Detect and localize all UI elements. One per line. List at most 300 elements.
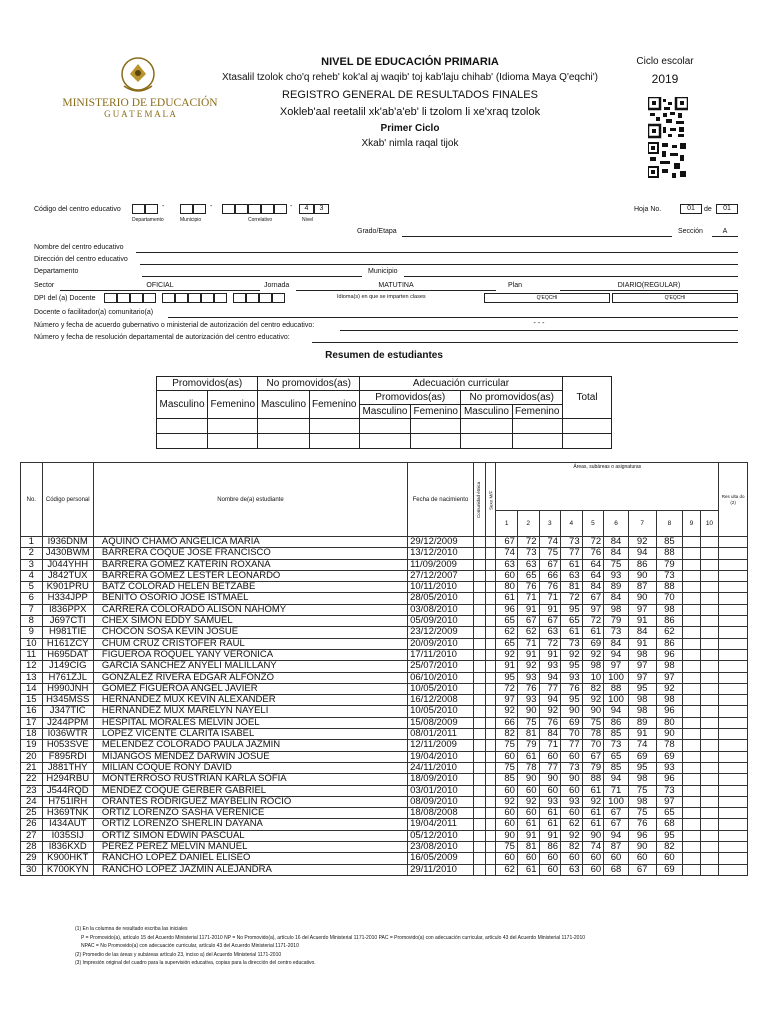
ethnic-cell[interactable] <box>473 683 485 694</box>
grade-cell: 92 <box>496 649 518 660</box>
row-number: 15 <box>21 695 43 706</box>
result-cell[interactable] <box>719 616 748 627</box>
seccion-label: Sección <box>678 228 703 235</box>
sex-cell[interactable] <box>486 548 496 559</box>
sex-cell[interactable] <box>486 740 496 751</box>
result-cell[interactable] <box>719 717 748 728</box>
ethnic-cell[interactable] <box>473 717 485 728</box>
row-number: 10 <box>21 638 43 649</box>
dpi-digit-box[interactable] <box>162 293 175 303</box>
grade-cell <box>683 672 700 683</box>
qr-code-icon <box>648 97 688 179</box>
summary-cell[interactable] <box>411 434 461 449</box>
grade-cell: 98 <box>604 604 629 615</box>
student-code: K901PRU <box>42 582 93 593</box>
grade-cell <box>700 683 718 694</box>
sex-cell[interactable] <box>486 762 496 773</box>
result-cell[interactable] <box>719 649 748 660</box>
grade-cell <box>700 762 718 773</box>
ethnic-cell[interactable] <box>473 638 485 649</box>
sex-cell[interactable] <box>486 717 496 728</box>
grade-cell: 92 <box>628 537 656 548</box>
nombre-label: Nombre del centro educativo <box>34 244 124 251</box>
grade-cell: 75 <box>517 717 539 728</box>
acuerdo-line[interactable] <box>340 330 738 331</box>
student-dob: 18/08/2008 <box>408 808 474 819</box>
sex-cell[interactable] <box>486 627 496 638</box>
grade-cell: 96 <box>628 830 656 841</box>
grade-cell: 98 <box>628 774 656 785</box>
dpi-digit-box[interactable] <box>246 293 259 303</box>
result-cell[interactable] <box>719 661 748 672</box>
grade-cell <box>700 717 718 728</box>
result-cell[interactable] <box>719 808 748 819</box>
grade-cell: 84 <box>604 537 629 548</box>
grade-cell: 74 <box>539 537 561 548</box>
grade-cell: 61 <box>582 627 604 638</box>
acuerdo-value: - - - <box>533 320 545 327</box>
student-code: I434AUT <box>42 819 93 830</box>
result-cell[interactable] <box>719 842 748 853</box>
col-no: No. <box>21 463 43 537</box>
student-dob: 16/05/2009 <box>408 853 474 864</box>
dpi-digit-box[interactable] <box>214 293 227 303</box>
grade-cell: 84 <box>604 593 629 604</box>
col-fecha: Fecha de nacimiento <box>408 463 474 537</box>
summary-cell[interactable] <box>258 434 309 449</box>
grade-cell: 98 <box>628 796 656 807</box>
student-dob: 05/09/2010 <box>408 616 474 627</box>
grade-cell: 81 <box>517 729 539 740</box>
student-code: K700KYN <box>42 864 93 875</box>
grade-cell: 67 <box>628 864 656 875</box>
ethnic-cell[interactable] <box>473 616 485 627</box>
separator: - <box>290 203 293 210</box>
sex-cell[interactable] <box>486 830 496 841</box>
ethnic-cell[interactable] <box>473 762 485 773</box>
grade-cell <box>700 751 718 762</box>
result-cell[interactable] <box>719 706 748 717</box>
grade-cell: 86 <box>656 616 683 627</box>
ethnic-cell[interactable] <box>473 593 485 604</box>
grade-cell: 62 <box>561 819 583 830</box>
grade-cell <box>700 785 718 796</box>
grade-cell: 73 <box>604 740 629 751</box>
ethnic-cell[interactable] <box>473 774 485 785</box>
area-col-header: 1 <box>496 511 518 537</box>
result-cell[interactable] <box>719 729 748 740</box>
dpi-digit-box[interactable] <box>104 293 117 303</box>
summary-cell[interactable] <box>411 419 461 434</box>
table-row <box>21 616 748 627</box>
ethnic-cell[interactable] <box>473 661 485 672</box>
summary-cell[interactable] <box>461 434 512 449</box>
sex-cell[interactable] <box>486 808 496 819</box>
grado-label: Grado/Etapa <box>357 228 397 235</box>
grade-cell: 65 <box>496 616 518 627</box>
grade-cell: 70 <box>656 593 683 604</box>
table-row <box>21 604 748 615</box>
ethnic-cell[interactable] <box>473 729 485 740</box>
grade-cell: 92 <box>517 796 539 807</box>
grade-cell: 68 <box>604 864 629 875</box>
grade-cell: 89 <box>628 717 656 728</box>
grade-cell: 91 <box>496 661 518 672</box>
code-digit-box[interactable] <box>180 204 193 214</box>
summary-adec-prom: Promovidos(as) <box>359 391 460 405</box>
grade-cell: 94 <box>604 830 629 841</box>
direccion-line[interactable] <box>140 264 738 265</box>
grade-cell: 80 <box>496 582 518 593</box>
result-cell[interactable] <box>719 830 748 841</box>
grade-cell: 90 <box>628 842 656 853</box>
grade-cell: 63 <box>561 864 583 875</box>
grade-cell: 73 <box>656 785 683 796</box>
ethnic-cell[interactable] <box>473 559 485 570</box>
row-number: 7 <box>21 604 43 615</box>
code-digit-box[interactable] <box>274 204 287 214</box>
summary-cell[interactable] <box>258 419 309 434</box>
grade-cell: 75 <box>539 548 561 559</box>
sex-cell[interactable] <box>486 796 496 807</box>
result-cell[interactable] <box>719 785 748 796</box>
result-cell[interactable] <box>719 559 748 570</box>
grade-cell: 71 <box>517 638 539 649</box>
student-name: ORANTES RODRIGUEZ MAYBELIN ROCIO <box>93 796 407 807</box>
col-codigo: Código personal <box>42 463 93 537</box>
student-name: GONZALEZ RIVERA EDGAR ALFONZO <box>93 672 407 683</box>
municipio-line[interactable] <box>404 276 738 277</box>
ethnic-cell[interactable] <box>473 864 485 875</box>
dpi-digit-box[interactable] <box>143 293 156 303</box>
sex-cell[interactable] <box>486 638 496 649</box>
row-number: 25 <box>21 808 43 819</box>
ethnic-cell[interactable] <box>473 548 485 559</box>
grade-cell: 87 <box>628 582 656 593</box>
sex-cell[interactable] <box>486 559 496 570</box>
student-name: CARRERA COLORADO ALISON NAHOMY <box>93 604 407 615</box>
sex-cell[interactable] <box>486 661 496 672</box>
student-code: F895RDI <box>42 751 93 762</box>
docente-line[interactable] <box>168 317 738 318</box>
ethnic-cell[interactable] <box>473 785 485 796</box>
result-cell[interactable] <box>719 593 748 604</box>
student-name: CHOCON SOSA KEVIN JOSUE <box>93 627 407 638</box>
result-cell[interactable] <box>719 864 748 875</box>
result-cell[interactable] <box>719 796 748 807</box>
grade-cell <box>683 616 700 627</box>
ethnic-cell[interactable] <box>473 582 485 593</box>
code-digit-box[interactable] <box>145 204 158 214</box>
summary-cell[interactable] <box>309 434 359 449</box>
student-dob: 11/09/2009 <box>408 559 474 570</box>
nivel-digit-box[interactable] <box>299 204 314 214</box>
result-cell[interactable] <box>719 683 748 694</box>
result-cell[interactable] <box>719 751 748 762</box>
dept-sublabel: Departamento <box>132 217 164 223</box>
ethnic-cell[interactable] <box>473 796 485 807</box>
grade-cell: 81 <box>517 842 539 853</box>
hoja-total-box[interactable] <box>716 204 738 214</box>
grade-cell: 81 <box>561 582 583 593</box>
grade-cell: 60 <box>561 808 583 819</box>
table-row <box>21 706 748 717</box>
ethnic-cell[interactable] <box>473 751 485 762</box>
student-name: CHEX SIMON EDDY SAMUEL <box>93 616 407 627</box>
result-cell[interactable] <box>719 695 748 706</box>
ethnic-cell[interactable] <box>473 706 485 717</box>
code-digit-box[interactable] <box>132 204 145 214</box>
grade-cell: 97 <box>628 604 656 615</box>
seccion-value: A <box>722 228 728 235</box>
resolucion-line[interactable] <box>312 342 738 343</box>
sex-cell[interactable] <box>486 616 496 627</box>
grade-cell: 67 <box>582 751 604 762</box>
ethnic-cell[interactable] <box>473 853 485 864</box>
ministry-name: MINISTERIO DE EDUCACIÓN <box>62 97 218 109</box>
ethnic-cell[interactable] <box>473 740 485 751</box>
grade-cell <box>700 695 718 706</box>
grado-line[interactable] <box>402 236 672 237</box>
result-cell[interactable] <box>719 740 748 751</box>
summary-cell[interactable] <box>563 434 612 449</box>
sex-cell[interactable] <box>486 604 496 615</box>
dpi-digit-box[interactable] <box>117 293 130 303</box>
ethnic-cell[interactable] <box>473 604 485 615</box>
grade-cell <box>700 593 718 604</box>
student-code: H053SVE <box>42 740 93 751</box>
student-name: GOMEZ FIGUEROA ANGEL JAVIER <box>93 683 407 694</box>
grade-cell <box>700 672 718 683</box>
grade-cell <box>683 627 700 638</box>
table-row <box>21 842 748 853</box>
dpi-digit-box[interactable] <box>175 293 188 303</box>
grade-cell <box>683 604 700 615</box>
nivel-digit-box[interactable] <box>314 204 329 214</box>
sector-line[interactable] <box>60 290 260 291</box>
ethnic-cell[interactable] <box>473 819 485 830</box>
grade-cell: 61 <box>539 819 561 830</box>
result-cell[interactable] <box>719 762 748 773</box>
grade-cell <box>683 638 700 649</box>
grade-cell: 61 <box>517 819 539 830</box>
idioma-box-2[interactable] <box>612 293 738 303</box>
summary-cell[interactable] <box>157 419 208 434</box>
sex-cell[interactable] <box>486 729 496 740</box>
grade-cell: 69 <box>656 864 683 875</box>
student-code: H369TNK <box>42 808 93 819</box>
codigo-label: Código del centro educativo <box>34 206 121 213</box>
grade-cell: 60 <box>496 808 518 819</box>
grade-cell: 86 <box>656 638 683 649</box>
sex-cell[interactable] <box>486 593 496 604</box>
departamento-line[interactable] <box>142 276 362 277</box>
grade-cell: 100 <box>604 672 629 683</box>
grade-cell: 94 <box>604 774 629 785</box>
grade-cell: 78 <box>517 762 539 773</box>
grade-cell: 74 <box>582 842 604 853</box>
area-col-header: 3 <box>539 511 561 537</box>
grade-cell: 61 <box>496 593 518 604</box>
nivel-digit: 4 <box>304 205 309 212</box>
grade-cell: 60 <box>539 864 561 875</box>
idioma-box-1[interactable] <box>484 293 610 303</box>
sex-cell[interactable] <box>486 864 496 875</box>
result-cell[interactable] <box>719 638 748 649</box>
grade-cell <box>700 864 718 875</box>
table-row <box>21 740 748 751</box>
sex-cell[interactable] <box>486 774 496 785</box>
sex-cell[interactable] <box>486 582 496 593</box>
code-digit-box[interactable] <box>261 204 274 214</box>
ethnic-cell[interactable] <box>473 695 485 706</box>
sector-value: OFICIAL <box>146 282 174 289</box>
student-code: I936DNM <box>42 537 93 548</box>
student-dob: 25/07/2010 <box>408 661 474 672</box>
result-cell[interactable] <box>719 853 748 864</box>
grade-cell: 96 <box>656 706 683 717</box>
dpi-digit-box[interactable] <box>233 293 246 303</box>
sex-cell[interactable] <box>486 706 496 717</box>
table-row <box>21 582 748 593</box>
student-dob: 03/01/2010 <box>408 785 474 796</box>
grade-cell: 97 <box>628 672 656 683</box>
dpi-digit-box[interactable] <box>272 293 285 303</box>
grade-cell: 77 <box>539 683 561 694</box>
code-digit-box[interactable] <box>193 204 206 214</box>
jornada-line[interactable] <box>296 290 496 291</box>
summary-cell[interactable] <box>512 419 563 434</box>
grade-cell: 94 <box>604 649 629 660</box>
ethnic-cell[interactable] <box>473 672 485 683</box>
result-cell[interactable] <box>719 548 748 559</box>
grade-cell: 78 <box>582 729 604 740</box>
grade-cell: 80 <box>656 717 683 728</box>
grade-cell <box>700 842 718 853</box>
grade-cell: 74 <box>496 548 518 559</box>
seccion-line[interactable] <box>712 236 738 237</box>
sex-cell[interactable] <box>486 751 496 762</box>
row-number: 16 <box>21 706 43 717</box>
grade-cell: 60 <box>539 751 561 762</box>
result-cell[interactable] <box>719 774 748 785</box>
sex-cell[interactable] <box>486 853 496 864</box>
sex-cell[interactable] <box>486 819 496 830</box>
ethnic-cell[interactable] <box>473 649 485 660</box>
student-code: H345MSS <box>42 695 93 706</box>
grade-cell: 61 <box>582 819 604 830</box>
summary-cell[interactable] <box>208 419 258 434</box>
grade-cell: 67 <box>539 559 561 570</box>
grade-cell: 91 <box>539 604 561 615</box>
grade-cell: 96 <box>656 774 683 785</box>
grade-cell: 97 <box>656 672 683 683</box>
grade-cell: 95 <box>656 830 683 841</box>
code-digit-box[interactable] <box>222 204 235 214</box>
grade-cell: 85 <box>604 729 629 740</box>
result-cell[interactable] <box>719 582 748 593</box>
summary-cell[interactable] <box>512 434 563 449</box>
table-row <box>21 695 748 706</box>
plan-line[interactable] <box>560 290 738 291</box>
ethnic-cell[interactable] <box>473 570 485 581</box>
sex-cell[interactable] <box>486 649 496 660</box>
grade-cell: 60 <box>628 853 656 864</box>
grade-cell <box>700 819 718 830</box>
sex-cell[interactable] <box>486 695 496 706</box>
summary-masc: Masculino <box>359 405 410 419</box>
summary-cell[interactable] <box>563 419 612 434</box>
grade-cell: 95 <box>628 762 656 773</box>
grade-cell: 91 <box>517 830 539 841</box>
sex-cell[interactable] <box>486 683 496 694</box>
code-digit-box[interactable] <box>248 204 261 214</box>
sex-cell[interactable] <box>486 570 496 581</box>
student-name: HESPITAL MORALES MELVIN JOEL <box>93 717 407 728</box>
table-row <box>21 593 748 604</box>
result-cell[interactable] <box>719 537 748 548</box>
result-cell[interactable] <box>719 570 748 581</box>
grade-cell: 61 <box>582 808 604 819</box>
ethnic-cell[interactable] <box>473 627 485 638</box>
summary-cell[interactable] <box>157 434 208 449</box>
row-number: 19 <box>21 740 43 751</box>
table-row <box>21 796 748 807</box>
grade-cell: 10 <box>582 672 604 683</box>
dpi-digit-box[interactable] <box>188 293 201 303</box>
dpi-digit-box[interactable] <box>259 293 272 303</box>
ethnic-cell[interactable] <box>473 537 485 548</box>
dpi-label: DPI del (a) Docente <box>34 295 96 302</box>
result-cell[interactable] <box>719 627 748 638</box>
ethnic-cell[interactable] <box>473 830 485 841</box>
grade-cell <box>683 842 700 853</box>
nombre-line[interactable] <box>136 252 738 253</box>
result-cell[interactable] <box>719 604 748 615</box>
jornada-label: Jornada <box>264 282 290 289</box>
sex-cell[interactable] <box>486 842 496 853</box>
hoja-no-box[interactable] <box>680 204 702 214</box>
code-digit-box[interactable] <box>235 204 248 214</box>
grade-cell: 76 <box>628 819 656 830</box>
level-title: NIVEL DE EDUCACIÓN PRIMARIA <box>321 56 499 68</box>
grade-cell: 61 <box>517 751 539 762</box>
ethnic-cell[interactable] <box>473 808 485 819</box>
summary-cell[interactable] <box>461 419 512 434</box>
grade-cell: 72 <box>561 593 583 604</box>
result-cell[interactable] <box>719 672 748 683</box>
grade-cell: 92 <box>496 706 518 717</box>
student-code: J544RQD <box>42 785 93 796</box>
dpi-digit-box[interactable] <box>130 293 143 303</box>
ethnic-cell[interactable] <box>473 842 485 853</box>
dpi-digit-box[interactable] <box>201 293 214 303</box>
result-cell[interactable] <box>719 819 748 830</box>
summary-cell[interactable] <box>359 434 410 449</box>
summary-cell[interactable] <box>309 419 359 434</box>
sex-cell[interactable] <box>486 537 496 548</box>
grade-cell: 84 <box>604 638 629 649</box>
student-name: HERNANDEZ MUX MARELYN NAYELI <box>93 706 407 717</box>
table-row <box>21 548 748 559</box>
sex-cell[interactable] <box>486 672 496 683</box>
sex-cell[interactable] <box>486 785 496 796</box>
summary-cell[interactable] <box>208 434 258 449</box>
grade-cell: 62 <box>656 627 683 638</box>
grade-cell: 89 <box>604 582 629 593</box>
summary-cell[interactable] <box>359 419 410 434</box>
grade-cell: 82 <box>496 729 518 740</box>
